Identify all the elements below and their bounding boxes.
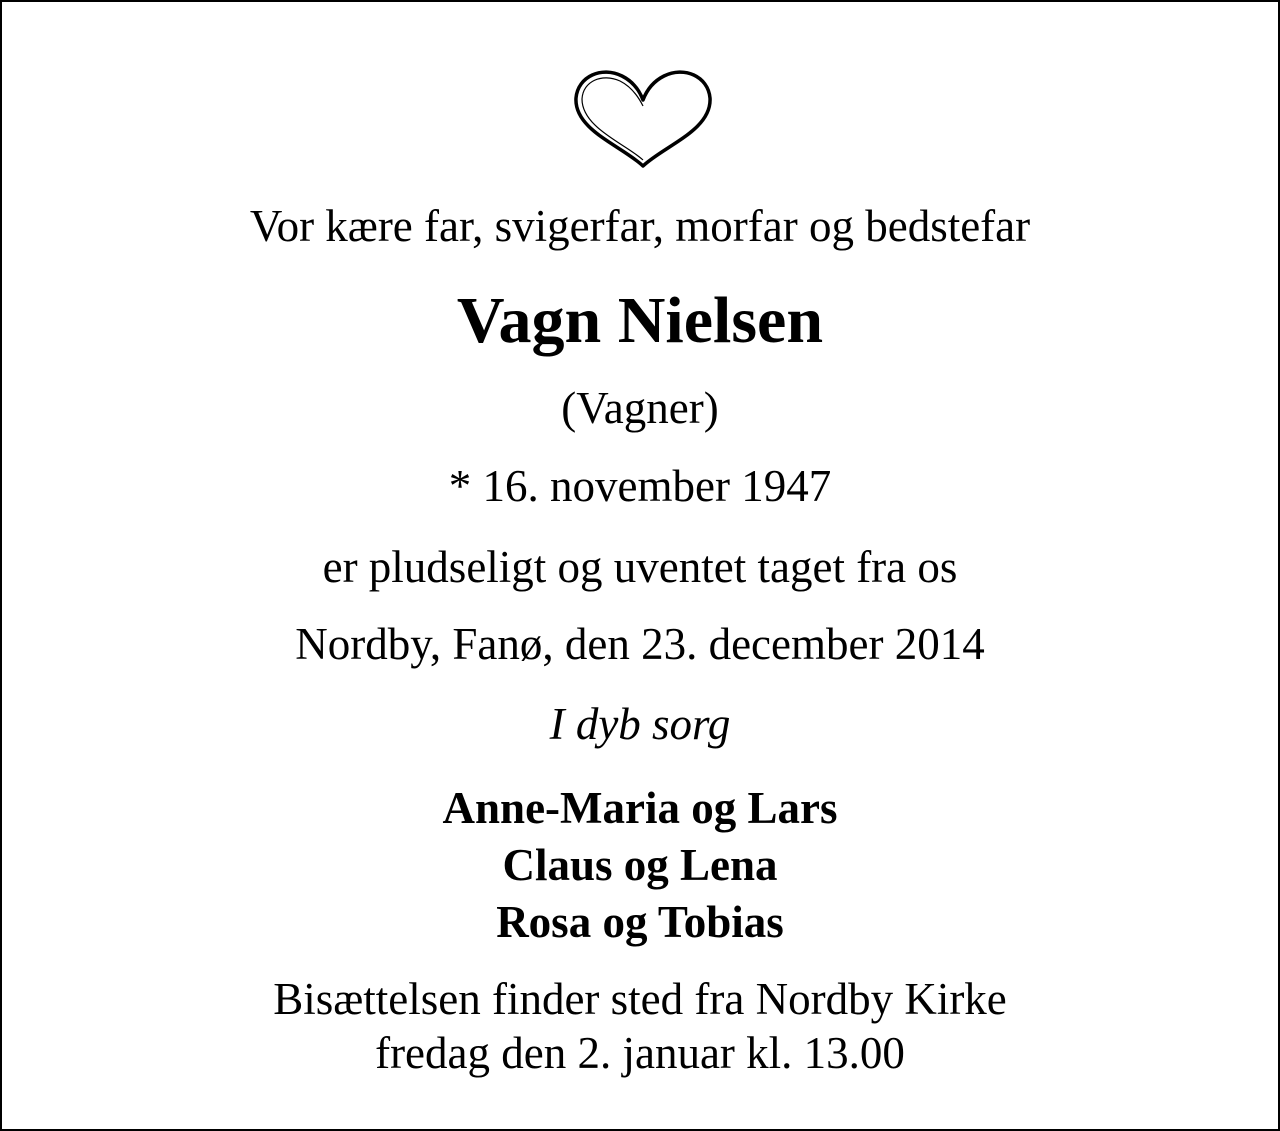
birth-date: * 16. november 1947 xyxy=(448,461,832,511)
funeral-time: fredag den 2. januar kl. 13.00 xyxy=(375,1028,905,1078)
place-and-date: Nordby, Fanø, den 23. december 2014 xyxy=(295,619,985,669)
grief-text: I dyb sorg xyxy=(549,699,731,749)
funeral-location: Bisættelsen finder sted fra Nordby Kirke xyxy=(273,974,1007,1024)
heart-icon xyxy=(572,68,714,170)
passing-text: er pludseligt og uventet taget fra os xyxy=(322,542,958,592)
mourners-list xyxy=(2,780,1278,951)
intro-text: Vor kære far, svigerfar, morfar og bedstefar xyxy=(249,201,1031,251)
deceased-name: Vagn Nielsen xyxy=(456,284,824,357)
funeral-info xyxy=(2,972,1278,1080)
deceased-nickname: (Vagner) xyxy=(561,383,719,433)
mourner-line: Rosa og Tobias xyxy=(496,897,784,947)
mourner-line: Anne-Maria og Lars xyxy=(442,783,838,833)
mourner-line: Claus og Lena xyxy=(502,840,778,890)
